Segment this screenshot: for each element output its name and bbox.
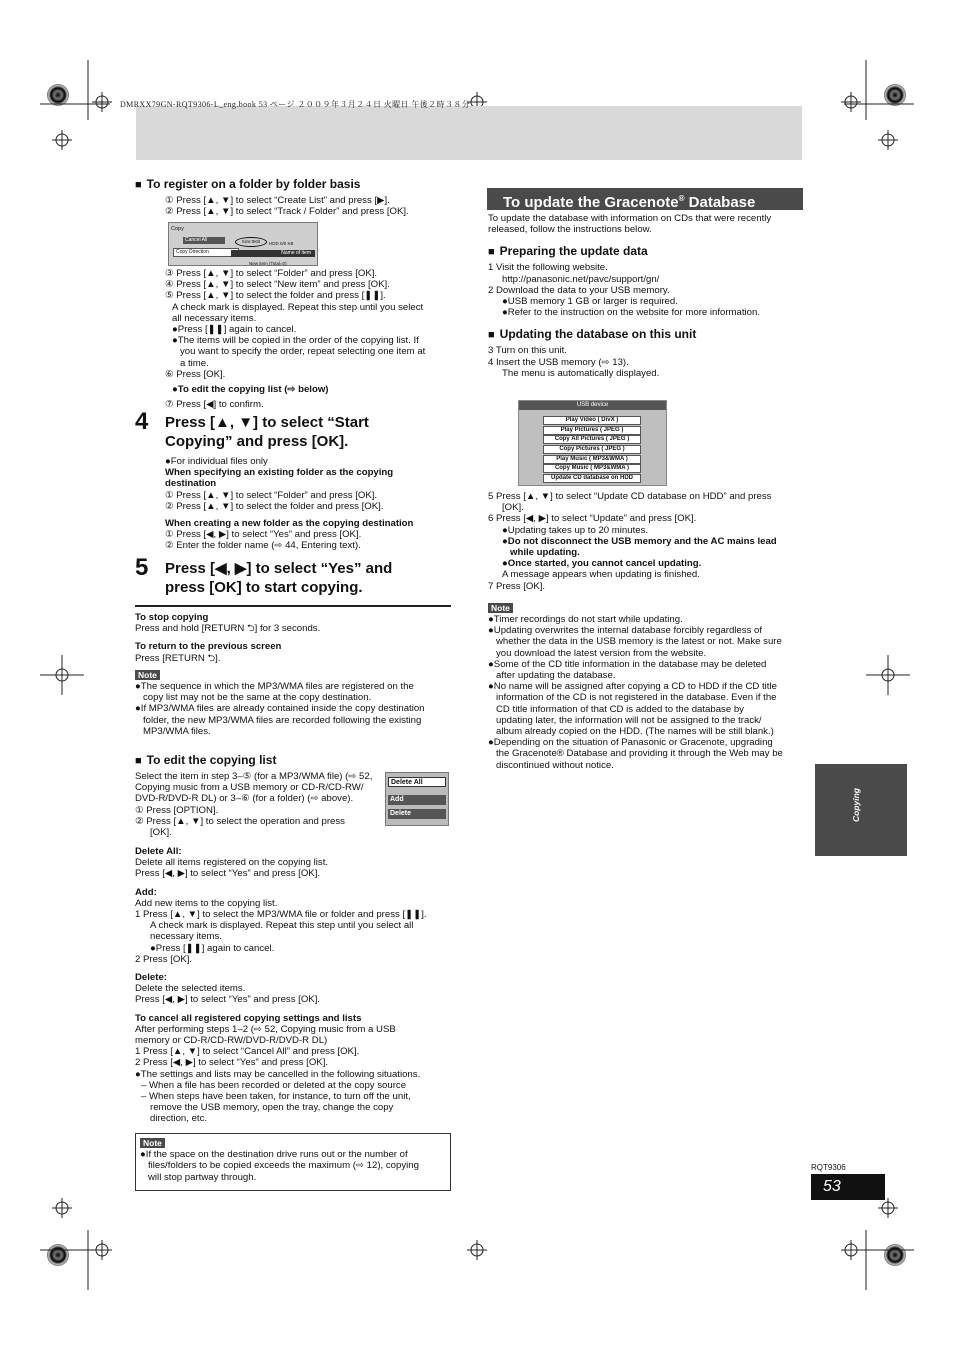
update-line-2: 4 Insert the USB memory (⇨ 13). bbox=[488, 356, 629, 368]
register-check-line-1: A check mark is displayed. Repeat this step until you select bbox=[172, 301, 424, 313]
note-left-line-2: copy list may not be the same at the copy destination. bbox=[143, 692, 372, 704]
cancel-line-1: After performing steps 1–2 (⇨ 52, Copying music from a USB bbox=[135, 1023, 396, 1035]
delete-line-2: Press [◀, ▶] to select “Yes” and press [OK]. bbox=[135, 994, 321, 1006]
note-badge-left: Note bbox=[135, 670, 160, 680]
steps-after-3: 6 Press [◀, ▶] to select “Update” and press [OK]. bbox=[488, 513, 697, 525]
book-filename: DMRXX79GN-RQT9306-L_eng.book 53 ページ ２００９年３月２４日 火曜日 午後２時３８分 bbox=[120, 100, 471, 109]
copy-screen-name-of-item: Name of item bbox=[231, 250, 315, 257]
add-line-3: A check mark is displayed. Repeat this step until you select all bbox=[150, 920, 414, 932]
copy-screen-cancel-all: Cancel All bbox=[183, 237, 225, 244]
step-4-title-line-1: Press [▲, ▼] to select “Start bbox=[165, 414, 369, 431]
step-4-new-heading: When creating a new folder as the copying destination bbox=[165, 518, 414, 530]
title-pre: To update the Gracenote bbox=[503, 194, 679, 211]
usb-menu-item-copy-all-pictures[interactable]: Copy All Pictures ( JPEG ) bbox=[543, 435, 641, 444]
register-bullet-2: ●The items will be copied in the order of the copying list. If bbox=[172, 335, 419, 347]
edit-line-1: Select the item in step 3–⑤ (for a MP3/WMA file) (⇨ 52, bbox=[135, 771, 373, 782]
register-step-1: ① Press [▲, ▼] to select “Create List” and press [▶]. bbox=[165, 195, 390, 206]
page-number: 53 bbox=[811, 1174, 885, 1200]
step-4-existing-heading-1: When specifying an existing folder as the copying bbox=[165, 467, 394, 479]
usb-menu-item-copy-pictures[interactable]: Copy Pictures ( JPEG ) bbox=[543, 445, 641, 454]
side-chapter-tab bbox=[815, 764, 907, 856]
box-note-line-3: will stop partway through. bbox=[148, 1171, 257, 1183]
note-right-line-10: updating later, the information will not be assigned to the track/ bbox=[496, 714, 762, 726]
register-step-6: ⑥ Press [OK]. bbox=[165, 368, 226, 380]
delete-all-line-2: Press [◀, ▶] to select “Yes” and press [OK]. bbox=[135, 868, 321, 880]
prep-line-3: 2 Download the data to your USB memory. bbox=[488, 284, 670, 296]
note-right-line-8: information of the CD is not registered in the database. Even if the bbox=[496, 692, 777, 704]
copy-screen-thumbnail bbox=[168, 222, 318, 266]
prep-line-1: 1 Visit the following website. bbox=[488, 262, 608, 274]
note-right-line-9: CD title information of that CD is added to the database by bbox=[496, 703, 744, 715]
warn-line-1: ●Do not disconnect the USB memory and the AC mains lead bbox=[502, 535, 777, 547]
usb-menu-title: USB device bbox=[519, 401, 666, 410]
edit-line-4: ① Press [OPTION]. bbox=[135, 804, 219, 816]
delete-line-1: Delete the selected items. bbox=[135, 983, 246, 995]
copy-screen-capacity: HDD 0/0 KB bbox=[269, 241, 294, 246]
note-right-line-11: album already copied on the HDD. (The names will be still blank.) bbox=[496, 726, 774, 738]
usb-menu-item-copy-music[interactable]: Copy Music ( MP3&WMA ) bbox=[543, 464, 641, 473]
edit-options-detail bbox=[135, 846, 455, 1125]
note-badge-box: Note bbox=[140, 1138, 165, 1148]
return-heading: To return to the previous screen bbox=[135, 641, 282, 653]
delete-heading: Delete: bbox=[135, 972, 167, 984]
usb-device-menu bbox=[518, 400, 667, 486]
copy-screen-size: Size:0KB bbox=[235, 237, 267, 247]
cancel-line-7: – When steps have been taken, for instance, to turn off the unit, bbox=[141, 1091, 411, 1103]
note-left-line-3: ●If MP3/WMA files are already contained inside the copy destination bbox=[135, 703, 425, 715]
prep-heading: ■ Preparing the update data bbox=[488, 244, 804, 259]
edit-line-5: ② Press [▲, ▼] to select the operation and press bbox=[135, 815, 345, 827]
usb-menu-item-update-cd-database[interactable]: Update CD database on HDD bbox=[543, 474, 641, 483]
box-note-line-2: files/folders to be copied exceeds the maximum (⇨ 12), copying bbox=[148, 1160, 419, 1172]
warn-line-2: while updating. bbox=[510, 547, 580, 559]
stop-heading: To stop copying bbox=[135, 612, 209, 623]
note-right-line-4: you download the latest version from the website. bbox=[496, 647, 707, 659]
cancel-line-9: direction, etc. bbox=[150, 1113, 208, 1125]
return-text: Press [RETURN ⮌]. bbox=[135, 652, 221, 664]
register-step-3: ③ Press [▲, ▼] to select “Folder” and press [OK]. bbox=[165, 268, 378, 279]
gracenote-section-title bbox=[487, 188, 803, 210]
cancel-line-6: – When a file has been recorded or deleted at the copy source bbox=[141, 1079, 407, 1091]
add-line-6: 2 Press [OK]. bbox=[135, 953, 193, 965]
update-line-1: 3 Turn on this unit. bbox=[488, 345, 567, 357]
register-step-7: ⑦ Press [◀] to confirm. bbox=[165, 399, 264, 411]
edit-line-6: [OK]. bbox=[150, 827, 172, 839]
edit-line-2: Copying music from a USB memory or CD-R/CD-RW/ bbox=[135, 782, 364, 794]
register-bullet-2b: you want to specify the order, repeat selecting one item at bbox=[180, 346, 426, 358]
prep-line-5: ●Refer to the instruction on the website for more information. bbox=[502, 307, 761, 319]
add-line-2: 1 Press [▲, ▼] to select the MP3/WMA file or folder and press [❚❚]. bbox=[135, 909, 427, 921]
menu-add[interactable]: Add bbox=[388, 795, 446, 805]
step-4-new-step-2: ② Enter the folder name (⇨ 44, Entering text). bbox=[165, 540, 361, 552]
delete-all-line-1: Delete all items registered on the copying list. bbox=[135, 857, 329, 869]
note-right-line-12: ●Depending on the situation of Panasonic or Gracenote, upgrading bbox=[488, 737, 773, 749]
note-left-line-1: ●The sequence in which the MP3/WMA files are registered on the bbox=[135, 681, 414, 693]
step-5-title bbox=[165, 559, 392, 597]
cancel-line-2: memory or CD-R/CD-RW/DVD-R/DVD-R DL) bbox=[135, 1035, 328, 1047]
usb-menu-item-play-pictures[interactable]: Play Pictures ( JPEG ) bbox=[543, 426, 641, 435]
register-step-2: ② Press [▲, ▼] to select “Track / Folder” and press [OK]. bbox=[165, 206, 409, 218]
note-right-line-7: ●No name will be assigned after copying a CD to HDD if the CD title bbox=[488, 681, 777, 693]
usb-menu-item-play-music[interactable]: Play Music ( MP3&WMA ) bbox=[543, 455, 641, 464]
cancel-line-4: 2 Press [◀, ▶] to select “Yes” and press [OK]. bbox=[135, 1057, 329, 1069]
cancel-line-8: remove the USB memory, open the tray, change the copy bbox=[150, 1102, 394, 1114]
prep-line-4: ●USB memory 1 GB or larger is required. bbox=[502, 296, 678, 308]
add-heading: Add: bbox=[135, 886, 157, 898]
step-5-title-line-2: press [OK] to start copying. bbox=[165, 579, 363, 596]
stop-return-block bbox=[135, 612, 453, 737]
cancel-heading: To cancel all registered copying settings and lists bbox=[135, 1012, 362, 1024]
add-line-4: necessary items. bbox=[150, 931, 222, 943]
note-left-line-5: MP3/WMA files. bbox=[143, 725, 211, 737]
warn-line-3: ●Once started, you cannot cancel updating. bbox=[502, 558, 702, 570]
note-right-line-5: ●Some of the CD title information in the database may be deleted bbox=[488, 658, 767, 670]
step-5-title-line-1: Press [◀, ▶] to select “Yes” and bbox=[165, 560, 393, 577]
intro-line-1: To update the database with information on CDs that were recently bbox=[488, 213, 772, 224]
register-bullet-1: ●Press [❚❚] again to cancel. bbox=[172, 324, 297, 336]
add-line-1: Add new items to the copying list. bbox=[135, 897, 278, 909]
register-step-5: ⑤ Press [▲, ▼] to select the folder and press [❚❚]. bbox=[165, 290, 386, 302]
register-heading: ■ To register on a folder by folder basis bbox=[135, 177, 453, 192]
left-column bbox=[135, 177, 453, 217]
cancel-line-3: 1 Press [▲, ▼] to select “Cancel All” and press [OK]. bbox=[135, 1046, 360, 1058]
header-banner bbox=[136, 106, 802, 160]
after-warn-2: 7 Press [OK]. bbox=[488, 580, 546, 592]
note-right-line-3: whether the data in the USB memory is the latest or not. Make sure bbox=[496, 636, 782, 648]
step-4-new-step-1: ① Press [◀, ▶] to select “Yes” and press [OK]. bbox=[165, 529, 362, 541]
intro-line-2: released, follow the instructions below. bbox=[488, 224, 652, 236]
step-4-existing-step-2: ② Press [▲, ▼] to select the folder and press [OK]. bbox=[165, 500, 384, 512]
title-registered-mark: ® bbox=[678, 194, 685, 203]
steps-after-4: ●Updating takes up to 20 minutes. bbox=[502, 524, 649, 536]
after-warn-1: A message appears when updating is finished. bbox=[502, 569, 700, 581]
step-4-existing-heading-2: destination bbox=[165, 478, 217, 490]
register-step-4: ④ Press [▲, ▼] to select “New item” and press [OK]. bbox=[165, 279, 390, 291]
note-right-line-13: the Gracenote® Database and providing it through the Web may be bbox=[496, 748, 783, 760]
model-code: RQT9306 bbox=[811, 1163, 846, 1172]
step-4-title-line-2: Copying” and press [OK]. bbox=[165, 433, 349, 450]
note-right-line-1: ●Timer recordings do not start while updating. bbox=[488, 614, 683, 626]
usb-menu-item-play-video[interactable]: Play Video ( DivX ) bbox=[543, 416, 641, 425]
step-5-number: 5 bbox=[135, 554, 149, 581]
register-bullet-2c: a time. bbox=[180, 357, 209, 369]
copy-screen-new-item: New item (Total=0) bbox=[249, 261, 287, 266]
steps-after-1: 5 Press [▲, ▼] to select “Update CD database on HDD” and press bbox=[488, 491, 772, 502]
edit-list-reference: ●To edit the copying list (⇨ below) bbox=[172, 384, 329, 396]
step-4-title bbox=[165, 413, 369, 451]
register-check-line-2: all necessary items. bbox=[172, 312, 257, 324]
note-right-line-2: ●Updating overwrites the internal database forcibly regardless of bbox=[488, 625, 763, 637]
stop-text: Press and hold [RETURN ⮌] for 3 seconds. bbox=[135, 623, 321, 635]
update-heading: ■ Updating the database on this unit bbox=[488, 327, 804, 342]
update-line-3: The menu is automatically displayed. bbox=[502, 367, 660, 379]
step-4-bullet: ●For individual files only bbox=[165, 456, 268, 467]
register-continued bbox=[135, 268, 453, 410]
menu-delete-all[interactable]: Delete All bbox=[388, 777, 446, 787]
note-right-line-14: discontinued without notice. bbox=[496, 759, 614, 771]
capacity-note-box bbox=[135, 1133, 451, 1191]
note-badge-right: Note bbox=[488, 603, 513, 613]
right-intro-block bbox=[488, 213, 804, 379]
title-post: Database bbox=[684, 194, 756, 211]
add-line-5: ●Press [❚❚] again to cancel. bbox=[150, 942, 275, 954]
step-4-number: 4 bbox=[135, 408, 149, 435]
steps-after-2: [OK]. bbox=[502, 502, 524, 514]
prep-url[interactable]: http://panasonic.net/pavc/support/gn/ bbox=[502, 273, 660, 285]
note-left-line-4: folder, the new MP3/WMA files are recorded following the existing bbox=[143, 714, 422, 726]
step-4-existing-step-1: ① Press [▲, ▼] to select “Folder” and press [OK]. bbox=[165, 489, 378, 501]
cancel-line-5: ●The settings and lists may be cancelled in the following situations. bbox=[135, 1068, 421, 1080]
section-divider bbox=[135, 605, 451, 607]
box-note-line-1: ●If the space on the destination drive runs out or the number of bbox=[140, 1149, 408, 1161]
step-4-details bbox=[165, 456, 455, 552]
menu-delete[interactable]: Delete bbox=[388, 809, 446, 819]
delete-all-heading: Delete All: bbox=[135, 846, 182, 857]
note-right-line-6: after updating the database. bbox=[496, 670, 616, 682]
edit-line-3: DVD-R/DVD-R DL) or 3–⑥ (for a folder) (⇨ above). bbox=[135, 793, 354, 805]
side-tab-label: Copying bbox=[851, 788, 861, 822]
option-menu bbox=[385, 772, 449, 826]
copy-screen-title: Copy bbox=[171, 226, 184, 232]
right-steps-block bbox=[488, 491, 804, 771]
copy-screen-direction: Copy Direction bbox=[173, 248, 239, 257]
edit-heading: ■ To edit the copying list bbox=[135, 753, 453, 768]
